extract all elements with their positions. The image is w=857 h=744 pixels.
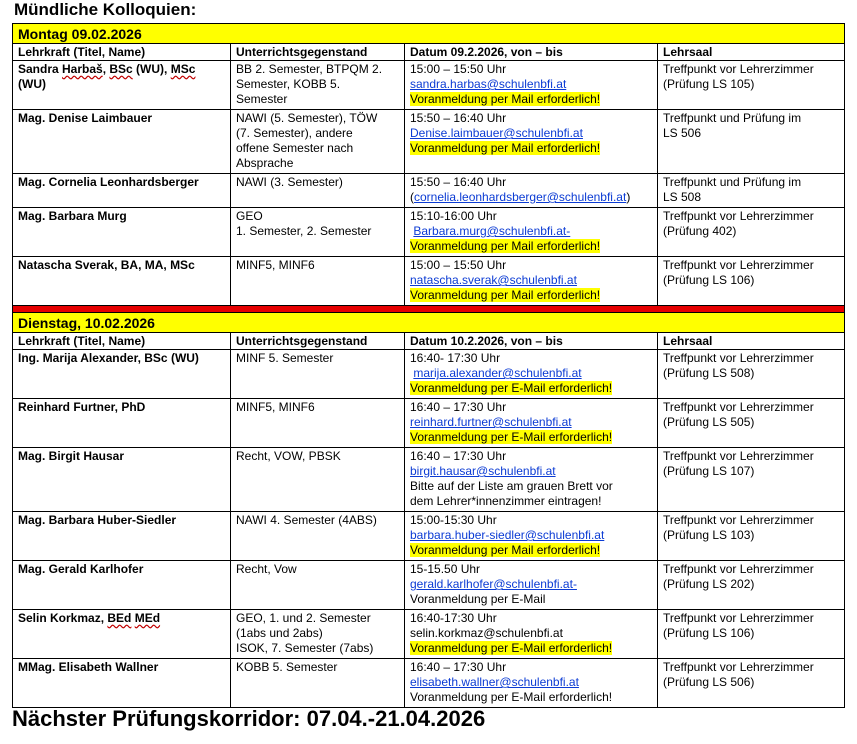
room-line: (Prüfung LS 506)	[663, 675, 755, 689]
teacher-name: MMag. Elisabeth Wallner	[18, 660, 159, 674]
teacher-name-part: (WU)	[18, 77, 46, 91]
room-line: LS 508	[663, 190, 702, 204]
teacher-name-part: Sandra	[18, 62, 63, 76]
time-range: 16:40- 17:30 Uhr	[410, 351, 501, 365]
table-row	[13, 257, 845, 306]
email-link[interactable]: natascha.sverak@schulenbfi.at	[410, 273, 577, 287]
room-cell	[658, 257, 845, 306]
room-line: (Prüfung LS 105)	[663, 77, 755, 91]
subject-cell	[231, 110, 405, 174]
table-row	[13, 561, 845, 610]
room-line: Treffpunkt vor Lehrerzimmer	[663, 562, 814, 576]
email-link[interactable]: Denise.laimbauer@schulenbfi.at	[410, 126, 583, 140]
header-date: Datum 09.2.2026, von – bis	[405, 44, 658, 61]
room-line: (Prüfung LS 505)	[663, 415, 755, 429]
registration-note: Voranmeldung per E-Mail erforderlich!	[410, 381, 613, 395]
header-subject: Unterrichtsgegenstand	[231, 44, 405, 61]
email-paren: )	[626, 190, 631, 204]
email-line	[410, 224, 653, 239]
subject-line: NAWI (5. Semester), TÖW	[236, 111, 378, 125]
subject-line: Absprache	[236, 156, 294, 170]
column-header-row	[13, 44, 845, 61]
day-label: Dienstag, 10.02.2026	[13, 313, 845, 333]
teacher-cell	[13, 174, 231, 208]
time-range: 15:50 – 16:40 Uhr	[410, 111, 507, 125]
time-range: 15:00 – 15:50 Uhr	[410, 62, 507, 76]
day-label: Montag 09.02.2026	[13, 24, 845, 44]
header-teacher: Lehrkraft (Titel, Name)	[13, 333, 231, 350]
date-cell	[405, 512, 658, 561]
teacher-cell	[13, 110, 231, 174]
email-text: selin.korkmaz@schulenbfi.at	[410, 626, 563, 640]
date-cell	[405, 110, 658, 174]
email-line	[410, 528, 653, 543]
teacher-name-part: Selin Korkmaz,	[18, 611, 108, 625]
time-range: 15:10-16:00 Uhr	[410, 209, 497, 223]
time-range: 16:40-17:30 Uhr	[410, 611, 497, 625]
time-range: 16:40 – 17:30 Uhr	[410, 400, 507, 414]
teacher-cell	[13, 610, 231, 659]
header-room: Lehrsaal	[658, 44, 845, 61]
email-line	[410, 577, 653, 592]
room-line: (Prüfung LS 202)	[663, 577, 755, 591]
registration-note: Bitte auf der Liste am grauen Brett vor	[410, 479, 613, 493]
table-row	[13, 610, 845, 659]
registration-note: Voranmeldung per Mail erforderlich!	[410, 239, 601, 253]
room-line: Treffpunkt vor Lehrerzimmer	[663, 513, 814, 527]
room-line: (Prüfung LS 106)	[663, 626, 755, 640]
room-cell	[658, 399, 845, 448]
teacher-name-part: ,	[102, 62, 110, 76]
room-cell	[658, 208, 845, 257]
registration-note: Voranmeldung per E-Mail erforderlich!	[410, 641, 613, 655]
email-line	[410, 366, 653, 381]
subject-cell	[231, 448, 405, 512]
email-link[interactable]: sandra.harbas@schulenbfi.at	[410, 77, 567, 91]
subject-line: ISOK, 7. Semester (7abs)	[236, 641, 374, 655]
date-cell	[405, 257, 658, 306]
email-line	[410, 190, 653, 205]
date-cell	[405, 659, 658, 708]
separator-bar	[13, 306, 845, 313]
header-subject: Unterrichtsgegenstand	[231, 333, 405, 350]
note-line	[410, 641, 653, 656]
teacher-cell	[13, 61, 231, 110]
registration-note: dem Lehrer*innenzimmer eintragen!	[410, 494, 602, 508]
table-row	[13, 399, 845, 448]
teacher-name: Ing. Marija Alexander, BSc (WU)	[18, 351, 199, 365]
registration-note: Voranmeldung per Mail erforderlich!	[410, 141, 601, 155]
teacher-cell	[13, 659, 231, 708]
registration-note: Voranmeldung per Mail erforderlich!	[410, 288, 601, 302]
subject-cell	[231, 174, 405, 208]
subject-line: 1. Semester, 2. Semester	[236, 224, 372, 238]
subject-line: Semester, KOBB 5.	[236, 77, 341, 91]
room-cell	[658, 174, 845, 208]
teacher-name: Mag. Cornelia Leonhardsberger	[18, 175, 199, 189]
time-range: 15:00-15:30 Uhr	[410, 513, 497, 527]
subject-line: Recht, Vow	[236, 562, 297, 576]
teacher-name-part: MEd	[134, 611, 161, 625]
header-room: Lehrsaal	[658, 333, 845, 350]
time-range: 16:40 – 17:30 Uhr	[410, 449, 507, 463]
note-line	[410, 381, 653, 396]
page-title: Mündliche Kolloquien:	[14, 0, 197, 19]
email-link[interactable]: elisabeth.wallner@schulenbfi.at	[410, 675, 579, 689]
room-cell	[658, 610, 845, 659]
next-exam-period: Nächster Prüfungskorridor: 07.04.-21.04.2026	[12, 706, 486, 731]
header-teacher: Lehrkraft (Titel, Name)	[13, 44, 231, 61]
room-line: (Prüfung LS 106)	[663, 273, 755, 287]
room-line: Treffpunkt vor Lehrerzimmer	[663, 258, 814, 272]
registration-note: Voranmeldung per E-Mail erforderlich!	[410, 690, 613, 704]
room-line: Treffpunkt vor Lehrerzimmer	[663, 62, 814, 76]
subject-cell	[231, 257, 405, 306]
time-range: 15:50 – 16:40 Uhr	[410, 175, 507, 189]
registration-note: Voranmeldung per Mail erforderlich!	[410, 543, 601, 557]
email-line	[410, 675, 653, 690]
room-line: Treffpunkt vor Lehrerzimmer	[663, 209, 814, 223]
subject-cell	[231, 61, 405, 110]
teacher-name: Reinhard Furtner, PhD	[18, 400, 146, 414]
email-line	[410, 273, 653, 288]
date-cell	[405, 399, 658, 448]
subject-line: GEO	[236, 209, 263, 223]
room-cell	[658, 659, 845, 708]
room-line: Treffpunkt und Prüfung im	[663, 111, 802, 125]
teacher-cell	[13, 257, 231, 306]
subject-line: BB 2. Semester, BTPQM 2.	[236, 62, 383, 76]
note-line	[410, 141, 653, 156]
note-line	[410, 430, 653, 445]
teacher-cell	[13, 350, 231, 399]
date-cell	[405, 448, 658, 512]
date-cell	[405, 350, 658, 399]
room-cell	[658, 448, 845, 512]
date-cell	[405, 174, 658, 208]
subject-line: offene Semester nach	[236, 141, 354, 155]
subject-cell	[231, 659, 405, 708]
table-row	[13, 350, 845, 399]
day-separator	[13, 306, 845, 313]
subject-cell	[231, 350, 405, 399]
registration-note: Voranmeldung per E-Mail	[410, 592, 546, 606]
room-line: (Prüfung LS 103)	[663, 528, 755, 542]
subject-line: KOBB 5. Semester	[236, 660, 338, 674]
teacher-cell	[13, 208, 231, 257]
header-date: Datum 10.2.2026, von – bis	[405, 333, 658, 350]
teacher-name: Mag. Gerald Karlhofer	[18, 562, 144, 576]
email-link[interactable]: reinhard.furtner@schulenbfi.at	[410, 415, 572, 429]
teacher-name: Mag. Barbara Murg	[18, 209, 127, 223]
room-cell	[658, 512, 845, 561]
date-cell	[405, 208, 658, 257]
subject-line: Semester	[236, 92, 288, 106]
room-line: Treffpunkt vor Lehrerzimmer	[663, 611, 814, 625]
email-link[interactable]: Barbara.murg@schulenbfi.at-	[413, 224, 571, 238]
subject-line: MINF5, MINF6	[236, 258, 315, 272]
schedule-table	[12, 23, 845, 708]
room-line: Treffpunkt vor Lehrerzimmer	[663, 400, 814, 414]
subject-cell	[231, 399, 405, 448]
note-line	[410, 288, 653, 303]
table-row	[13, 448, 845, 512]
email-line	[410, 77, 653, 92]
time-range: 16:40 – 17:30 Uhr	[410, 660, 507, 674]
teacher-cell	[13, 448, 231, 512]
email-link[interactable]: gerald.karlhofer@schulenbfi.at-	[410, 577, 577, 591]
subject-cell	[231, 208, 405, 257]
teacher-cell	[13, 399, 231, 448]
table-row	[13, 659, 845, 708]
email-link[interactable]: marija.alexander@schulenbfi.at	[413, 366, 582, 380]
teacher-name-part: BSc	[109, 62, 133, 76]
subject-line: GEO, 1. und 2. Semester	[236, 611, 371, 625]
room-line: (Prüfung LS 107)	[663, 464, 755, 478]
room-line: Treffpunkt vor Lehrerzimmer	[663, 449, 814, 463]
column-header-row	[13, 333, 845, 350]
room-line: Treffpunkt und Prüfung im	[663, 175, 802, 189]
time-range: 15:00 – 15:50 Uhr	[410, 258, 507, 272]
email-link[interactable]: birgit.hausar@schulenbfi.at	[410, 464, 556, 478]
subject-line: NAWI (3. Semester)	[236, 175, 343, 189]
teacher-name: Mag. Barbara Huber-Siedler	[18, 513, 177, 527]
teacher-name-part: (WU),	[132, 62, 171, 76]
room-cell	[658, 61, 845, 110]
note-line	[410, 92, 653, 107]
email-link[interactable]: barbara.huber-siedler@schulenbfi.at	[410, 528, 605, 542]
teacher-name: Mag. Denise Laimbauer	[18, 111, 153, 125]
teacher-cell	[13, 512, 231, 561]
subject-line: (7. Semester), andere	[236, 126, 353, 140]
email-line	[410, 464, 653, 479]
teacher-name-part: BEd	[107, 611, 132, 625]
room-cell	[658, 561, 845, 610]
email-paren: (	[410, 190, 414, 204]
subject-line: MINF5, MINF6	[236, 400, 315, 414]
room-line: (Prüfung LS 508)	[663, 366, 755, 380]
room-line: Treffpunkt vor Lehrerzimmer	[663, 351, 814, 365]
teacher-name-part: Harbaš	[62, 62, 103, 76]
table-row	[13, 174, 845, 208]
teacher-name: Mag. Birgit Hausar	[18, 449, 125, 463]
table-row	[13, 61, 845, 110]
date-cell	[405, 61, 658, 110]
email-link[interactable]: cornelia.leonhardsberger@schulenbfi.at	[414, 190, 627, 204]
note-line	[410, 239, 653, 254]
table-row	[13, 110, 845, 174]
subject-line: (1abs und 2abs)	[236, 626, 323, 640]
subject-line: NAWI 4. Semester (4ABS)	[236, 513, 377, 527]
day-header-row	[13, 313, 845, 333]
subject-cell	[231, 610, 405, 659]
table-row	[13, 512, 845, 561]
room-line: Treffpunkt vor Lehrerzimmer	[663, 660, 814, 674]
subject-cell	[231, 561, 405, 610]
date-cell	[405, 561, 658, 610]
room-cell	[658, 110, 845, 174]
room-line: (Prüfung 402)	[663, 224, 737, 238]
subject-line: Recht, VOW, PBSK	[236, 449, 341, 463]
teacher-name-part: MSc	[170, 62, 196, 76]
room-cell	[658, 350, 845, 399]
table-row	[13, 208, 845, 257]
registration-note: Voranmeldung per Mail erforderlich!	[410, 92, 601, 106]
teacher-cell	[13, 561, 231, 610]
room-line: LS 506	[663, 126, 702, 140]
time-range: 15-15.50 Uhr	[410, 562, 481, 576]
teacher-name: Natascha Sverak, BA, MA, MSc	[18, 258, 195, 272]
day-header-row	[13, 24, 845, 44]
email-line	[410, 126, 653, 141]
email-line	[410, 415, 653, 430]
registration-note: Voranmeldung per E-Mail erforderlich!	[410, 430, 613, 444]
subject-line: MINF 5. Semester	[236, 351, 334, 365]
subject-cell	[231, 512, 405, 561]
note-line	[410, 543, 653, 558]
date-cell	[405, 610, 658, 659]
